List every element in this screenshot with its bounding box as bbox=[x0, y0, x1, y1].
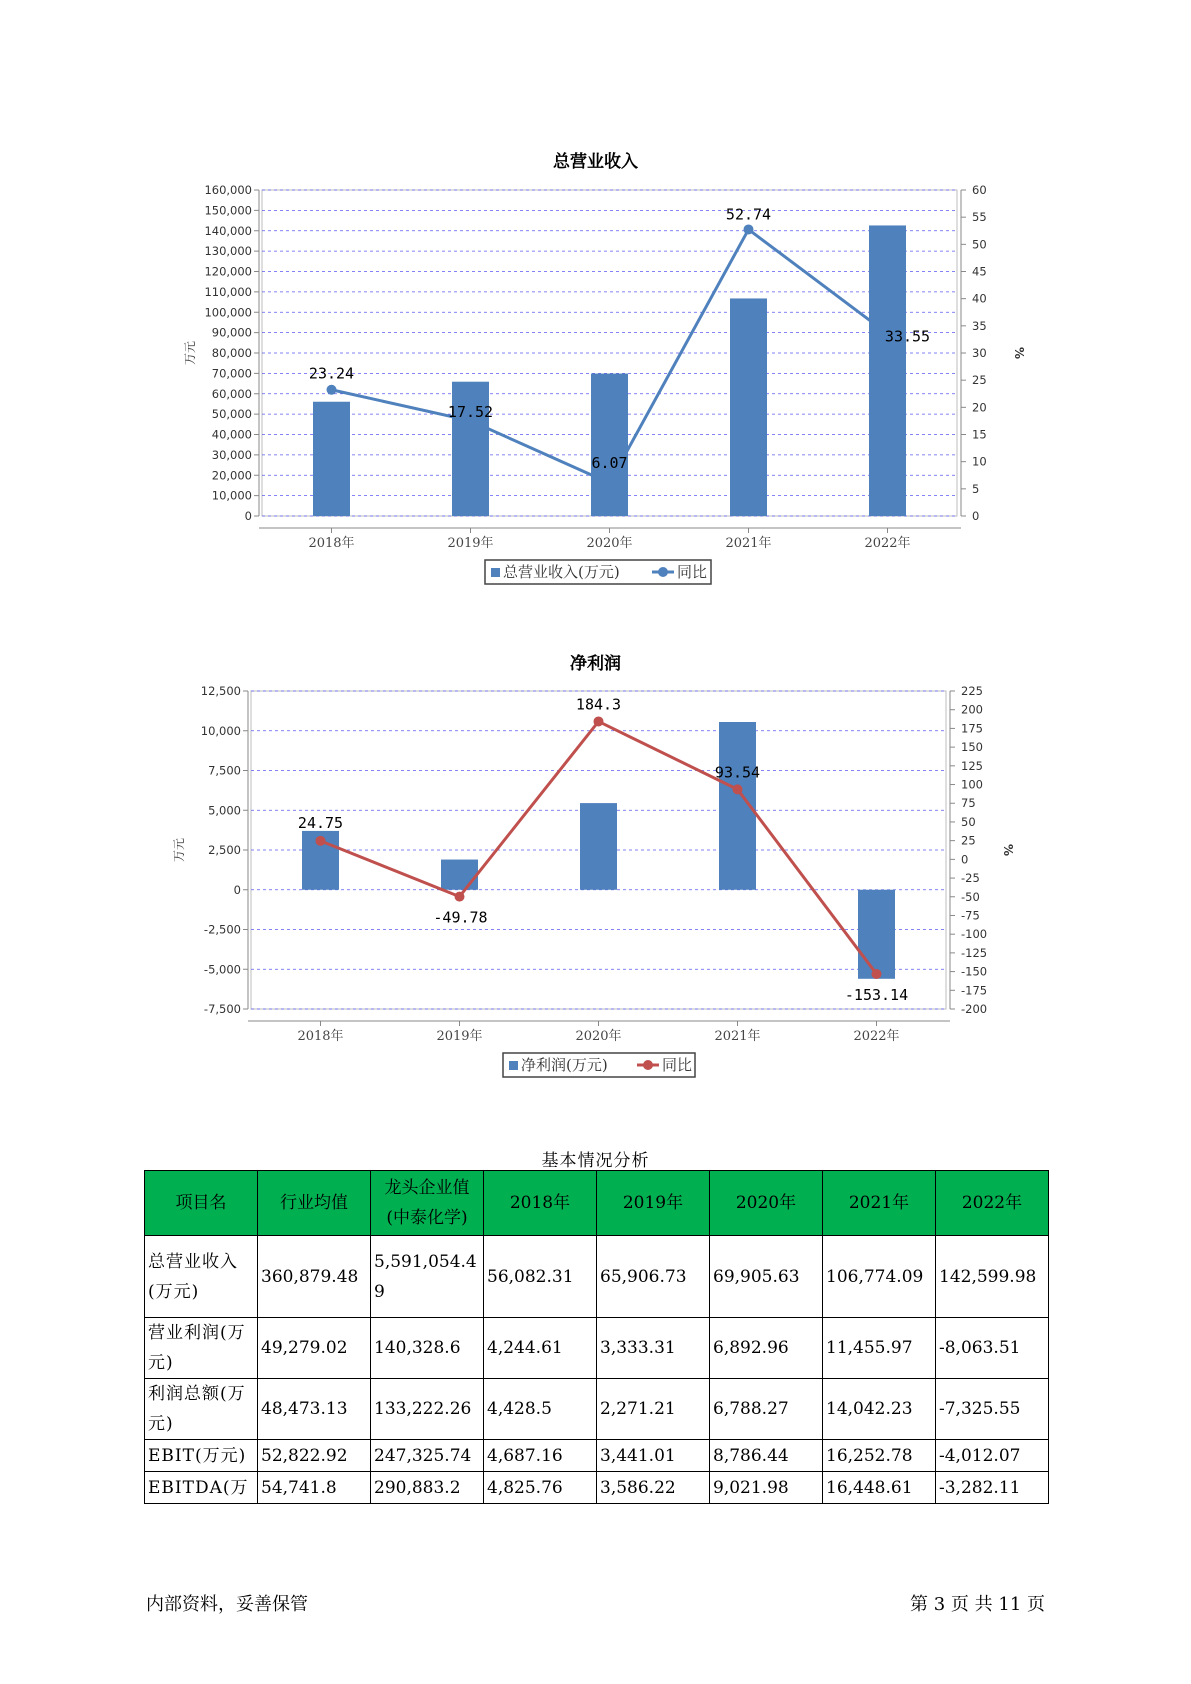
left-tick-label: 130,000 bbox=[204, 244, 252, 259]
header-cell: 2022年 bbox=[936, 1171, 1049, 1236]
table-cell: 69,905.63 bbox=[710, 1236, 823, 1318]
legend-line-label: 同比 bbox=[662, 1056, 693, 1074]
right-tick-label: 55 bbox=[972, 210, 987, 225]
table-cell: 6,892.96 bbox=[710, 1318, 823, 1379]
table-cell: -4,012.07 bbox=[936, 1440, 1049, 1472]
net-profit-chart bbox=[0, 672, 1191, 1112]
table-cell: 5,591,054.49 bbox=[371, 1236, 484, 1318]
right-tick-label: -50 bbox=[961, 889, 980, 904]
table-cell: 11,455.97 bbox=[823, 1318, 936, 1379]
left-tick-label: -2,500 bbox=[203, 922, 241, 937]
x-tick-label: 2022年 bbox=[853, 1029, 900, 1044]
right-tick-label: 175 bbox=[961, 721, 983, 736]
left-tick-label: 110,000 bbox=[204, 284, 252, 299]
legend-line-label: 同比 bbox=[677, 563, 708, 581]
left-axis-title: 万元 bbox=[183, 340, 197, 366]
right-tick-label: -175 bbox=[961, 983, 988, 998]
row-label-cell: 利润总额(万元) bbox=[145, 1379, 258, 1440]
right-tick-label: 15 bbox=[972, 427, 987, 442]
table-cell: 6,788.27 bbox=[710, 1379, 823, 1440]
header-cell: 2020年 bbox=[710, 1171, 823, 1236]
left-tick-label: 80,000 bbox=[211, 346, 252, 360]
right-tick-label: 60 bbox=[972, 183, 987, 197]
data-label: 33.55 bbox=[884, 327, 931, 346]
right-axis-title: % bbox=[1012, 346, 1026, 360]
yoy-point bbox=[455, 892, 465, 902]
yoy-point bbox=[744, 224, 754, 234]
row-label-cell: 总营业收入(万元) bbox=[145, 1236, 258, 1318]
revenue-chart bbox=[0, 170, 1191, 610]
header-cell: 行业均值 bbox=[258, 1171, 371, 1236]
data-label: 23.24 bbox=[308, 364, 355, 383]
legend-bar-label: 净利润(万元) bbox=[521, 1056, 608, 1074]
right-tick-label: 45 bbox=[972, 264, 987, 279]
right-tick-label: -200 bbox=[961, 1002, 988, 1016]
header-cell: 2019年 bbox=[597, 1171, 710, 1236]
table-header-row bbox=[145, 1171, 1049, 1236]
table-cell: 3,441.01 bbox=[597, 1440, 710, 1472]
yoy-point bbox=[327, 385, 337, 395]
table-cell: 4,687.16 bbox=[484, 1440, 597, 1472]
x-tick-label: 2020年 bbox=[575, 1029, 622, 1044]
legend-bar-label: 总营业收入(万元) bbox=[503, 563, 620, 581]
table-cell: 133,222.26 bbox=[371, 1379, 484, 1440]
x-tick-label: 2020年 bbox=[586, 536, 633, 551]
table-cell: 360,879.48 bbox=[258, 1236, 371, 1318]
left-tick-label: 160,000 bbox=[204, 183, 252, 197]
left-tick-label: 2,500 bbox=[208, 843, 241, 857]
left-tick-label: 0 bbox=[233, 882, 241, 897]
table-cell: 290,883.2 bbox=[371, 1472, 484, 1504]
left-tick-label: -7,500 bbox=[203, 1002, 241, 1016]
header-cell: 龙头企业值(中泰化学) bbox=[371, 1171, 484, 1236]
left-tick-label: 60,000 bbox=[211, 386, 252, 401]
left-tick-label: 5,000 bbox=[208, 803, 241, 818]
table-cell: 56,082.31 bbox=[484, 1236, 597, 1318]
x-tick-label: 2019年 bbox=[436, 1029, 483, 1044]
right-tick-label: 5 bbox=[972, 481, 980, 496]
right-tick-label: 75 bbox=[961, 796, 976, 811]
table-cell: 3,586.22 bbox=[597, 1472, 710, 1504]
yoy-point bbox=[594, 716, 604, 726]
header-cell: 项目名 bbox=[145, 1171, 258, 1236]
table-cell: 9,021.98 bbox=[710, 1472, 823, 1504]
bar bbox=[441, 860, 478, 890]
table-row bbox=[145, 1236, 1049, 1318]
table-cell: 140,328.6 bbox=[371, 1318, 484, 1379]
right-tick-label: 35 bbox=[972, 318, 987, 333]
left-tick-label: 10,000 bbox=[211, 488, 252, 503]
left-tick-label: 20,000 bbox=[211, 468, 252, 483]
right-tick-label: 0 bbox=[972, 509, 980, 523]
basic-analysis-table bbox=[144, 1170, 1049, 1504]
x-tick-label: 2022年 bbox=[864, 536, 911, 551]
right-tick-label: 0 bbox=[961, 852, 969, 867]
bar bbox=[858, 890, 895, 979]
right-tick-label: 10 bbox=[972, 454, 987, 469]
left-tick-label: 90,000 bbox=[211, 325, 252, 340]
x-tick-label: 2019年 bbox=[447, 536, 494, 551]
header-cell: 2018年 bbox=[484, 1171, 597, 1236]
left-tick-label: 140,000 bbox=[204, 223, 252, 238]
left-tick-label: 30,000 bbox=[211, 447, 252, 462]
table-cell: 54,741.8 bbox=[258, 1472, 371, 1504]
table-row bbox=[145, 1318, 1049, 1379]
data-label: 17.52 bbox=[447, 402, 494, 421]
legend-bar-swatch bbox=[491, 568, 500, 577]
left-tick-label: 40,000 bbox=[211, 427, 252, 442]
table-cell: -3,282.11 bbox=[936, 1472, 1049, 1504]
left-axis-title: 万元 bbox=[172, 837, 186, 863]
left-tick-label: 120,000 bbox=[204, 264, 252, 279]
legend-bar-swatch bbox=[509, 1061, 518, 1070]
left-tick-label: 0 bbox=[244, 509, 252, 523]
right-tick-label: -150 bbox=[961, 964, 988, 979]
table-cell: 8,786.44 bbox=[710, 1440, 823, 1472]
table-cell: 48,473.13 bbox=[258, 1379, 371, 1440]
bar bbox=[580, 803, 617, 890]
data-label: 24.75 bbox=[297, 813, 344, 832]
right-tick-label: 30 bbox=[972, 346, 987, 360]
table-cell: 106,774.09 bbox=[823, 1236, 936, 1318]
table-cell: 65,906.73 bbox=[597, 1236, 710, 1318]
table-cell: 4,825.76 bbox=[484, 1472, 597, 1504]
left-tick-label: 150,000 bbox=[204, 203, 252, 218]
right-axis-title: % bbox=[1001, 843, 1015, 857]
data-label: 6.07 bbox=[591, 454, 628, 473]
bar bbox=[869, 225, 906, 516]
right-tick-label: -75 bbox=[961, 908, 980, 923]
legend-line-marker bbox=[658, 567, 668, 577]
right-tick-label: 25 bbox=[972, 373, 987, 388]
table-cell: 247,325.74 bbox=[371, 1440, 484, 1472]
yoy-point bbox=[872, 969, 882, 979]
data-label: -49.78 bbox=[433, 908, 488, 927]
right-tick-label: 50 bbox=[972, 237, 987, 252]
table-title: 基本情况分析 bbox=[541, 1151, 650, 1171]
table-cell: 142,599.98 bbox=[936, 1236, 1049, 1318]
table-cell: 2,271.21 bbox=[597, 1379, 710, 1440]
yoy-point bbox=[733, 784, 743, 794]
table-row bbox=[145, 1379, 1049, 1440]
yoy-point bbox=[316, 836, 326, 846]
footer-confidential: 内部资料，妥善保管 bbox=[146, 1594, 308, 1615]
table-cell: 52,822.92 bbox=[258, 1440, 371, 1472]
right-tick-label: -100 bbox=[961, 927, 988, 942]
header-cell: 2021年 bbox=[823, 1171, 936, 1236]
data-label: 184.3 bbox=[575, 695, 622, 714]
right-tick-label: 20 bbox=[972, 400, 987, 415]
x-tick-label: 2018年 bbox=[308, 536, 355, 551]
left-tick-label: 12,500 bbox=[200, 684, 241, 698]
right-tick-label: -125 bbox=[961, 945, 988, 960]
x-tick-label: 2018年 bbox=[297, 1029, 344, 1044]
left-tick-label: 70,000 bbox=[211, 366, 252, 381]
row-label-cell: 营业利润(万元) bbox=[145, 1318, 258, 1379]
left-tick-label: -5,000 bbox=[203, 962, 241, 977]
left-tick-label: 10,000 bbox=[200, 723, 241, 738]
data-label: 52.74 bbox=[725, 205, 772, 224]
left-tick-label: 50,000 bbox=[211, 407, 252, 422]
right-tick-label: 100 bbox=[961, 777, 983, 792]
left-tick-label: 7,500 bbox=[208, 763, 241, 778]
right-tick-label: 25 bbox=[961, 833, 976, 848]
bar bbox=[730, 298, 767, 516]
yoy-point bbox=[605, 478, 615, 488]
table-cell: 14,042.23 bbox=[823, 1379, 936, 1440]
revenue-chart-title: 总营业收入 bbox=[553, 152, 638, 172]
table-cell: 16,252.78 bbox=[823, 1440, 936, 1472]
bar bbox=[313, 402, 350, 516]
right-tick-label: 40 bbox=[972, 291, 987, 306]
data-label: -153.14 bbox=[844, 985, 909, 1004]
right-tick-label: 125 bbox=[961, 758, 983, 773]
right-tick-label: 50 bbox=[961, 814, 976, 829]
row-label-cell: EBIT(万元) bbox=[145, 1440, 258, 1472]
right-tick-label: 150 bbox=[961, 740, 983, 755]
table-row bbox=[145, 1472, 1049, 1504]
net-profit-chart-title: 净利润 bbox=[570, 654, 621, 674]
legend-line-marker bbox=[643, 1060, 653, 1070]
table-row bbox=[145, 1440, 1049, 1472]
data-label: 93.54 bbox=[714, 763, 761, 782]
footer-page-number: 第 3 页 共 11 页 bbox=[910, 1594, 1045, 1615]
table-cell: -8,063.51 bbox=[936, 1318, 1049, 1379]
right-tick-label: -25 bbox=[961, 871, 980, 886]
x-tick-label: 2021年 bbox=[725, 536, 772, 551]
table-cell: -7,325.55 bbox=[936, 1379, 1049, 1440]
left-tick-label: 100,000 bbox=[204, 305, 252, 320]
table-cell: 4,244.61 bbox=[484, 1318, 597, 1379]
x-tick-label: 2021年 bbox=[714, 1029, 761, 1044]
table-cell: 16,448.61 bbox=[823, 1472, 936, 1504]
table-cell: 49,279.02 bbox=[258, 1318, 371, 1379]
row-label-cell: EBITDA(万 bbox=[145, 1472, 258, 1504]
right-tick-label: 200 bbox=[961, 702, 983, 717]
table-cell: 3,333.31 bbox=[597, 1318, 710, 1379]
right-tick-label: 225 bbox=[961, 684, 983, 698]
bar bbox=[591, 374, 628, 516]
table-cell: 4,428.5 bbox=[484, 1379, 597, 1440]
